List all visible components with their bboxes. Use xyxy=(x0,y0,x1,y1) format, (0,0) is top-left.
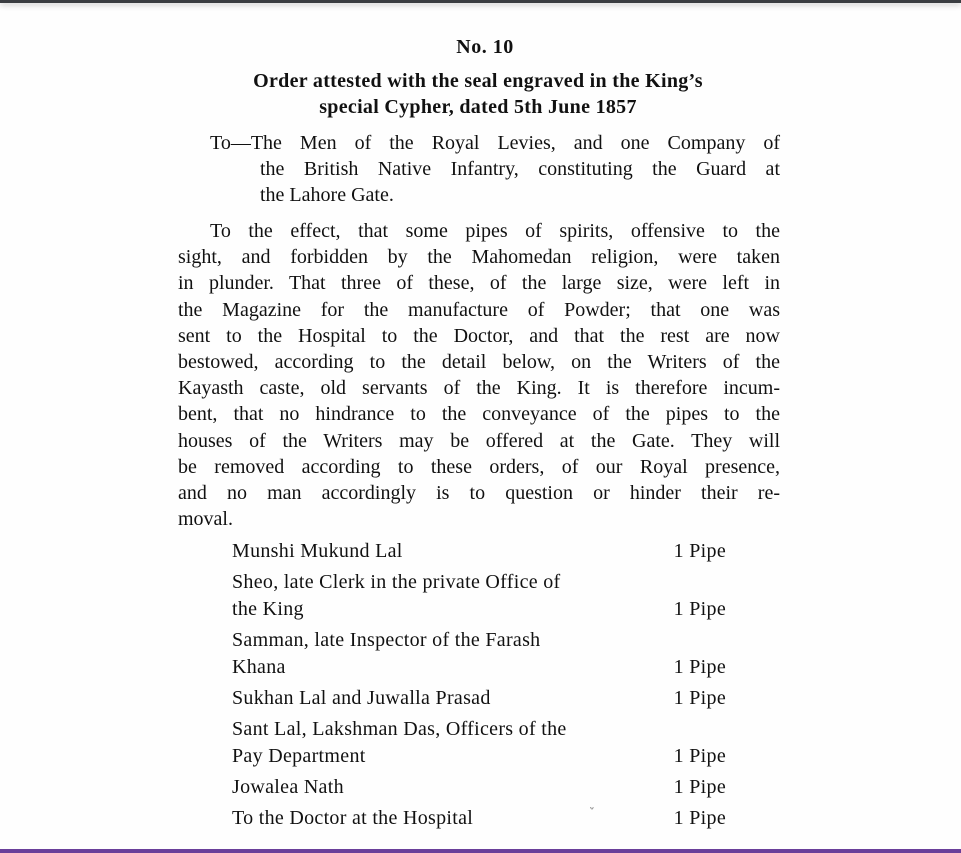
quantity: 1 Pipe xyxy=(673,687,726,709)
recipient-name: Jowalea Nath xyxy=(232,776,344,798)
document-number: No. 10 xyxy=(456,36,514,58)
body-line: and no man accordingly is to question or hinder their re- xyxy=(178,482,780,505)
body-line: sent to the Hospital to the Doctor, and that the rest are now xyxy=(178,324,780,347)
quantity: 1 Pipe xyxy=(673,776,726,798)
allocation-entry xyxy=(232,716,726,770)
body-line: the Magazine for the manufacture of Powder; that one was xyxy=(178,298,780,321)
viewer-bottom-bar xyxy=(0,849,961,853)
allocation-entry xyxy=(232,627,726,681)
allocation-entry xyxy=(232,569,726,623)
quantity: 1 Pipe xyxy=(673,656,726,678)
order-body xyxy=(178,218,780,532)
recipient-name: Sheo, late Clerk in the private Office of xyxy=(232,571,561,593)
recipient-name-cont: Khana xyxy=(232,656,286,678)
body-line: be removed according to these orders, of our Royal presence, xyxy=(178,455,780,478)
recipient-name: Sukhan Lal and Juwalla Prasad xyxy=(232,687,491,709)
body-line: To the effect, that some pipes of spirits, offensive to the xyxy=(210,220,780,242)
allocation-entry xyxy=(232,538,726,565)
body-line: bent, that no hindrance to the conveyance of the pipes to the xyxy=(178,403,780,426)
recipient-name: To the Doctor at the Hospital xyxy=(232,807,474,829)
allocation-entry xyxy=(232,805,726,832)
allocation-entry xyxy=(232,685,726,712)
address-line-2: the British Native Infantry, constituting the Guard at xyxy=(260,158,780,180)
address-line-3: the Lahore Gate. xyxy=(260,184,394,206)
scan-artifact: ʷ xyxy=(590,804,594,814)
recipient-name: Sant Lal, Lakshman Das, Officers of the xyxy=(232,718,567,740)
body-line: sight, and forbidden by the Mahomedan religion, were taken xyxy=(178,246,780,269)
allocation-entry xyxy=(232,774,726,801)
recipient-name-cont: Pay Department xyxy=(232,745,366,767)
quantity: 1 Pipe xyxy=(673,745,726,767)
quantity: 1 Pipe xyxy=(673,540,726,562)
recipient-name: Samman, late Inspector of the Farash xyxy=(232,629,541,651)
body-line: houses of the Writers may be offered at the Gate. They will xyxy=(178,429,780,452)
title-line-1: Order attested with the seal engraved in the King’s xyxy=(253,70,703,92)
body-line: moval. xyxy=(178,508,233,531)
body-line: in plunder. That three of these, of the large size, were left in xyxy=(178,272,780,295)
recipient-name-cont: the King xyxy=(232,598,304,620)
recipient-name: Munshi Mukund Lal xyxy=(232,540,403,562)
allocation-list xyxy=(232,538,726,836)
body-line: Kayasth caste, old servants of the King. It is therefore incum- xyxy=(178,377,780,400)
addressee-block xyxy=(210,130,780,208)
body-line: bestowed, according to the detail below, on the Writers of the xyxy=(178,351,780,374)
title-line-2: special Cypher, dated 5th June 1857 xyxy=(319,96,637,118)
document-title xyxy=(178,68,778,120)
quantity: 1 Pipe xyxy=(673,807,726,829)
address-line-1: To—The Men of the Royal Levies, and one Company of xyxy=(210,132,780,154)
quantity: 1 Pipe xyxy=(673,598,726,620)
